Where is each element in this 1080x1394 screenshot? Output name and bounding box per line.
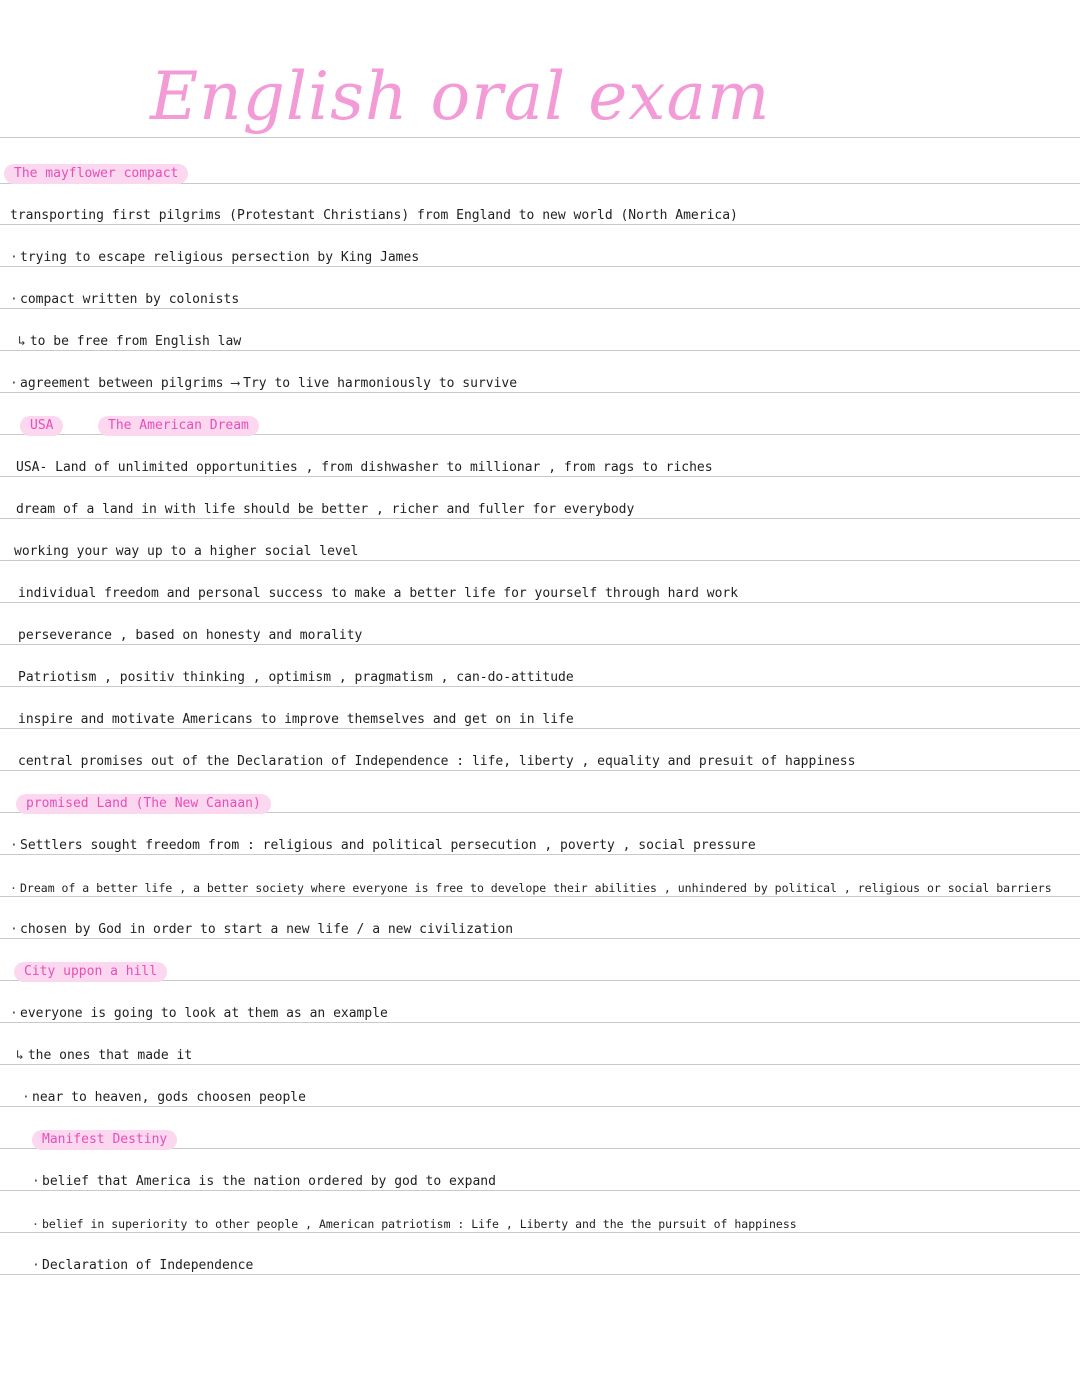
note-line [10,206,738,226]
heading-city-on-hill [14,962,167,982]
note-line [16,458,713,478]
note-text: inspire and motivate Americans to improve themselves and get on in life [18,712,574,727]
highlight-label: The mayflower compact [4,164,188,184]
note-line [10,290,239,310]
bullet-icon: · [10,1006,18,1021]
note-text: individual freedom and personal success to make a better life for yourself through hard work [18,586,739,601]
note-text: Settlers sought freedom from : religious and political persecution , poverty , social pressure [20,838,756,853]
note-line [22,1088,306,1108]
ruled-line [0,137,1080,138]
note-text: the ones that made it [27,1048,193,1063]
right-arrow-icon: ⟶ [231,376,240,391]
note-text: everyone is going to look at them as an example [20,1006,388,1021]
note-line [10,374,517,394]
bullet-icon: · [10,250,18,265]
note-line [18,626,362,646]
note-text: working your way up to a higher social level [14,544,359,559]
note-text: belief that America is the nation ordered by god to expand [42,1174,496,1189]
note-line [32,1214,797,1234]
page-title: English oral exam [150,58,771,135]
highlight-label: USA [20,416,63,436]
note-text: dream of a land in with life should be better , richer and fuller for everybody [16,502,635,517]
note-text: to be free from English law [29,334,242,349]
note-line [18,752,855,772]
bullet-icon: · [10,376,18,391]
note-text: Declaration of Independence [42,1258,254,1273]
bullet-icon: · [32,1258,40,1273]
note-line [10,1004,388,1024]
note-line [18,710,574,730]
note-line [32,1256,253,1276]
return-arrow-icon: ↳ [18,334,26,349]
heading-american-dream [98,416,259,436]
bullet-icon: · [10,922,18,937]
note-text: belief in superiority to other people , American patriotism : Life , Liberty and the the pursuit of happiness [42,1217,797,1231]
bullet-icon: · [10,292,18,307]
bullet-icon: · [22,1090,30,1105]
bullet-icon: · [10,881,17,895]
note-line [32,1172,496,1192]
note-line [10,836,756,856]
heading-mayflower [4,164,188,184]
note-text: central promises out of the Declaration of Independence : life, liberty , equality and presuit of happiness [18,754,856,769]
note-line [10,878,1052,898]
heading-usa [20,416,63,436]
heading-promised-land [16,794,271,814]
highlight-label: Manifest Destiny [32,1130,177,1150]
note-text: Try to live harmoniously to survive [243,376,518,391]
heading-manifest-destiny [32,1130,177,1150]
bullet-icon: · [10,838,18,853]
note-line [16,1046,192,1066]
highlight-label: The American Dream [98,416,259,436]
note-text: Dream of a better life , a better society where everyone is free to develope their abilities , unhindered by political , religious or social barriers [20,881,1052,895]
bullet-icon: · [32,1217,39,1231]
note-text: trying to escape religious persection by King James [20,250,420,265]
note-line [18,584,738,604]
note-text: transporting first pilgrims (Protestant Christians) from England to new world (North America) [10,208,738,223]
note-text: agreement between pilgrims [20,376,224,391]
note-line [16,500,634,520]
note-text: Patriotism , positiv thinking , optimism , pragmatism , can-do-attitude [18,670,574,685]
note-line [18,332,241,352]
note-line [14,542,358,562]
return-arrow-icon: ↳ [16,1048,24,1063]
note-text: compact written by colonists [20,292,240,307]
note-line [18,668,574,688]
note-line [10,248,419,268]
note-text: perseverance , based on honesty and morality [18,628,363,643]
bullet-icon: · [32,1174,40,1189]
note-text: USA- Land of unlimited opportunities , from dishwasher to millionar , from rags to riches [16,460,713,475]
highlight-label: City uppon a hill [14,962,167,982]
note-line [10,920,513,940]
highlight-label: promised Land (The New Canaan) [16,794,271,814]
note-text: chosen by God in order to start a new life / a new civilization [20,922,514,937]
note-text: near to heaven, gods choosen people [32,1090,306,1105]
